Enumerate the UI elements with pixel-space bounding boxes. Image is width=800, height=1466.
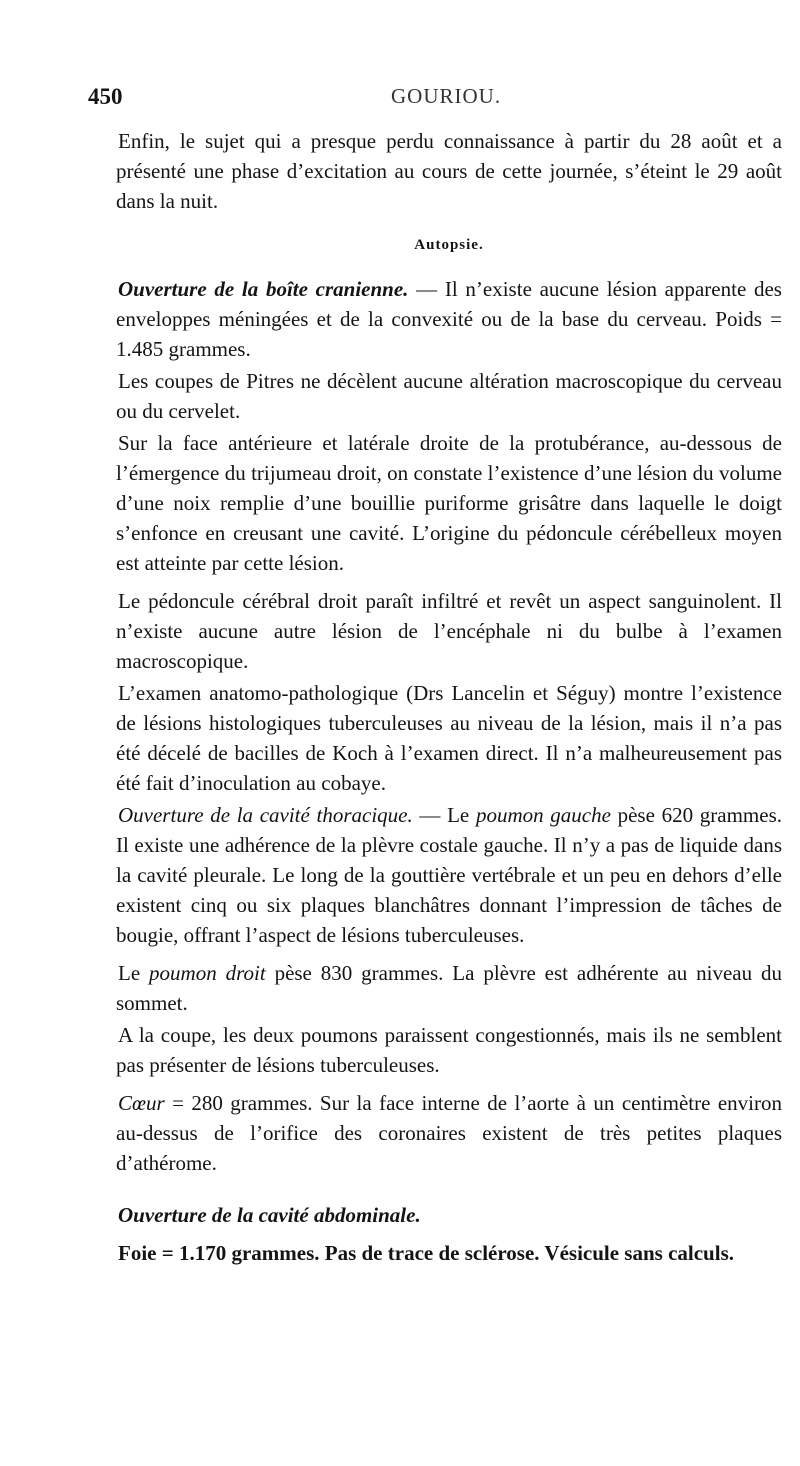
paragraph-lung-section: A la coupe, les deux poumons paraissent congestionnés, mais ils ne semblent pas présenter de lésions tuberculeuses. (116, 1023, 782, 1077)
paragraph-conclusion: Enfin, le sujet qui a presque perdu connaissance à partir du 28 août et a présenté une phase d’excitation au cours de cette journée, s’éteint le 29 août dans la nuit. (116, 129, 782, 213)
paragraph-cranial (116, 274, 782, 364)
thoracic-mid: — Le (412, 803, 476, 827)
paragraph-right-lung (116, 958, 782, 1018)
paragraph-heart (116, 1088, 782, 1178)
heart-text: = 280 grammes. Sur la face interne de l’aorte à un centimètre environ au-dessus de l’orifice des coronaires existent de très petites plaques d’athérome. (116, 1091, 782, 1175)
page-header (88, 84, 788, 120)
paragraph-liver: Foie = 1.170 grammes. Pas de trace de sclérose. Vésicule sans calculs. (118, 1241, 734, 1265)
paragraph-thoracic (116, 800, 782, 950)
section-heading: Autopsie. (414, 237, 484, 253)
subheading-cranial: Ouverture de la boîte cranienne. (118, 277, 409, 301)
subheading-thoracic: Ouverture de la cavité thoracique. (118, 803, 413, 827)
heart-term: Cœur (118, 1091, 165, 1115)
cranial-text: — Il n’existe aucune lésion apparente des enveloppes méningées et de la convexité ou de la base du cerveau. Poids = 1.485 grammes. (116, 277, 782, 361)
subheading-abdominal: Ouverture de la cavité abdominale. (118, 1203, 421, 1227)
thoracic-text: pèse 620 grammes. Il existe une adhérence de la plèvre costale gauche. Il n’y a pas de liquide dans la cavité pleurale. Le long de la gouttière vertébrale et un peu en dehors d’elle existent cinq ou six plaques blanchâtres donnant l’impression de tâches de bougie, offrant l’aspect de lésions tuberculeuses. (116, 803, 782, 947)
paragraph-protuberance: Sur la face antérieure et latérale droite de la protubérance, au-dessous de l’émergence du trijumeau droit, on constate l’existence d’une lésion du volume d’une noix remplie d’une bouillie puriforme grisâtre dans laquelle le doigt s’enfonce en creusant une cavité. L’origine du pédoncule cérébelleux moyen est atteinte par cette lésion. (116, 431, 782, 575)
body-text (116, 126, 782, 1268)
right-lung-text: pèse 830 grammes. La plèvre est adhérente au niveau du sommet. (116, 961, 782, 1015)
right-lung-pre: Le (118, 961, 150, 985)
running-head: GOURIOU. (391, 84, 502, 108)
left-lung-term: poumon gauche (475, 803, 611, 827)
page-number: 450 (88, 84, 123, 109)
paragraph-pathology: L’examen anatomo-pathologique (Drs Lancelin et Séguy) montre l’existence de lésions histologiques tuberculeuses au niveau de la lésion, mais il n’a pas été décelé de bacilles de Koch à l’examen direct. Il n’a malheureusement pas été fait d’inoculation au cobaye. (116, 681, 782, 795)
paragraph-peduncle: Le pédoncule cérébral droit paraît infiltré et revêt un aspect sanguinolent. Il n’existe aucune autre lésion de l’encéphale ni du bulbe à l’examen macroscopique. (116, 589, 782, 673)
paragraph-pitres: Les coupes de Pitres ne décèlent aucune altération macroscopique du cerveau ou du cervelet. (116, 369, 782, 423)
right-lung-term: poumon droit (149, 961, 266, 985)
